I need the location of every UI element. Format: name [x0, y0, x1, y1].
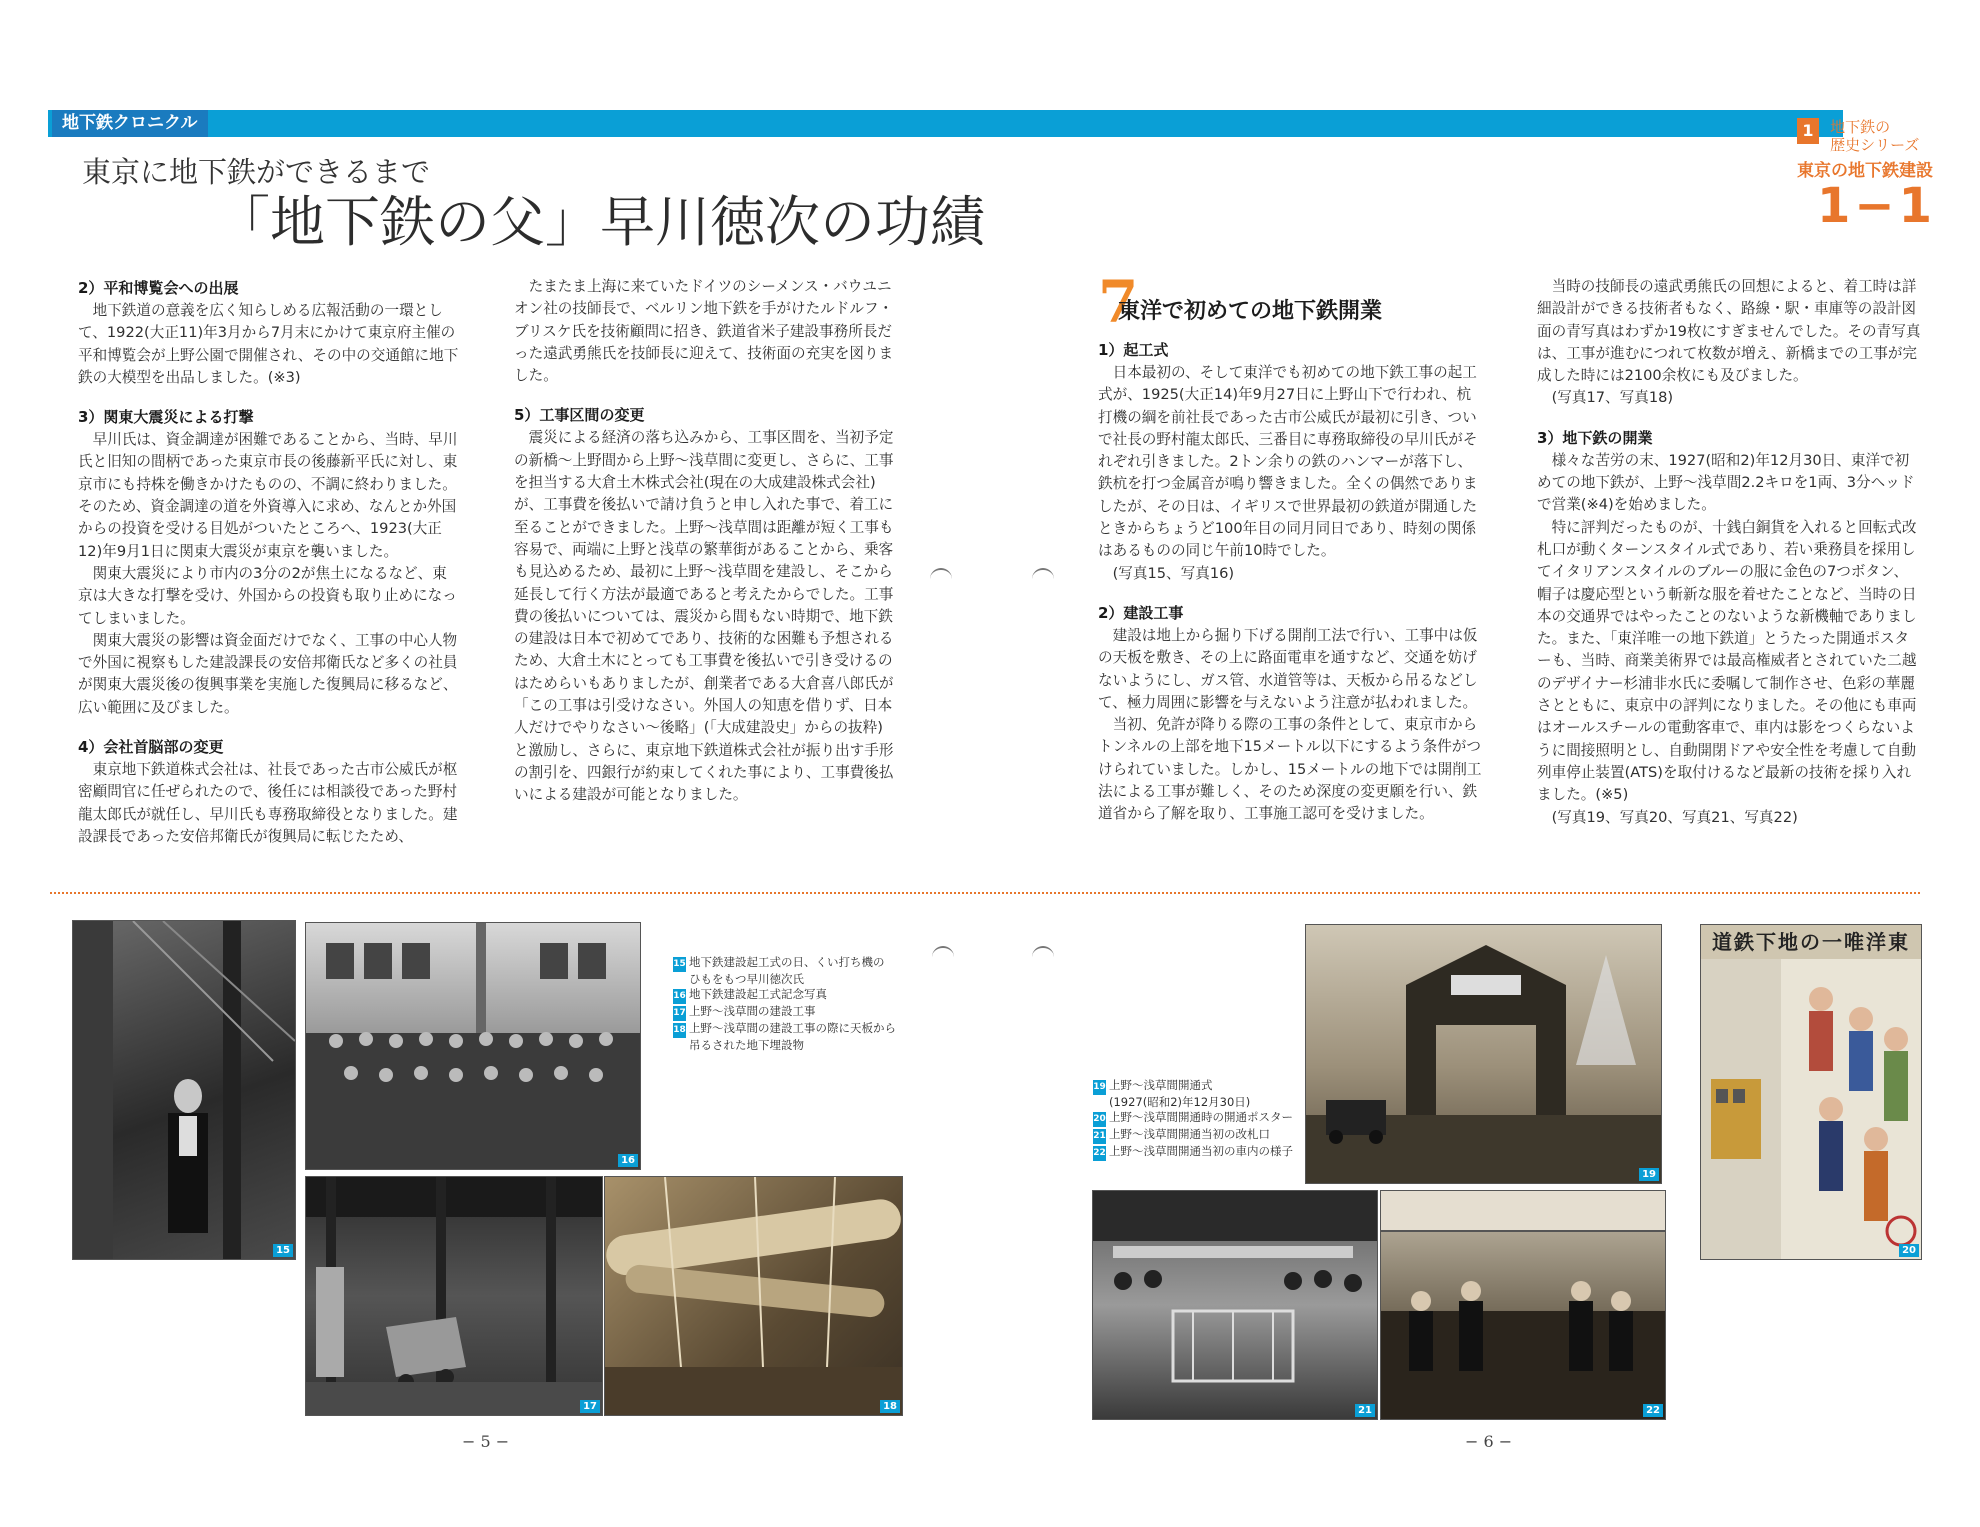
caption-line	[673, 1004, 896, 1021]
caption-line	[1093, 1110, 1293, 1127]
left-col1-section	[78, 735, 460, 848]
right-page-column-2	[1537, 276, 1921, 845]
right-page-column-1	[1098, 338, 1482, 842]
binder-hole	[930, 568, 952, 584]
paragraph: 関東大震災の影響は資金面だけでなく、工事の中心人物で外国に視察もした建設課長の安倍邦衛氏など多くの社員が関東大震災後の復興事業を実施した復興局に移るなど、広い範囲に及びました。	[78, 631, 458, 716]
caption-number: 18	[673, 1023, 686, 1038]
paragraph: 建設は地上から掘り下げる開削工法で行い、工事中は仮の天板を敷き、その上に路面電車を通すなど、交通を妨げないようにし、ガス管、水道管等は、天板から吊るなどして、極力周囲に影響を与えないよう注意が払われました。	[1098, 626, 1478, 711]
photo-16-scene	[306, 923, 640, 1169]
photo-19	[1305, 924, 1662, 1184]
caption-line	[1093, 1144, 1293, 1161]
right-col2-section	[1537, 276, 1921, 410]
photo-18	[604, 1176, 903, 1416]
photo-20	[1700, 924, 1922, 1260]
caption-number: 17	[673, 1006, 686, 1021]
photo-22-number: 22	[1643, 1404, 1663, 1417]
caption-number: 16	[673, 989, 686, 1004]
poster-text: 道鉄下地の一唯洋東	[1701, 925, 1921, 959]
series-badge	[1797, 118, 1919, 154]
series-subtitle: 東京の地下鉄建設	[1797, 161, 1933, 181]
photo-17	[305, 1176, 603, 1416]
paragraph: 地下鉄道の意義を広く知らしめる広報活動の一環として、1922(大正11)年3月から7月末にかけて東京府主催の平和博覧会が上野公園で開催され、その中の交通館に地下鉄の大模型を出品しました。(※3)	[78, 302, 459, 386]
caption-line	[673, 1021, 896, 1038]
section-heading: 5）工事区間の変更	[514, 406, 645, 425]
series-number: 1	[1797, 118, 1819, 144]
photo-15	[72, 920, 296, 1260]
chapter-number: 7	[1098, 268, 1139, 336]
caption-line	[1093, 1127, 1293, 1144]
photo-18-number: 18	[880, 1400, 900, 1413]
left-col1-section	[78, 276, 460, 389]
paragraph: (写真17、写真18)	[1551, 389, 1674, 407]
section-heading: 4）会社首脳部の変更	[78, 738, 224, 757]
left-photo-captions	[673, 955, 896, 1053]
right-col1-section	[1098, 338, 1482, 585]
caption-text: 上野〜浅草間の建設工事の際に天板から	[689, 1021, 896, 1035]
caption-number: 20	[1093, 1112, 1106, 1127]
right-col2-section	[1537, 426, 1921, 829]
photo-21	[1092, 1190, 1378, 1420]
caption-line	[673, 955, 896, 972]
paragraph: 日本最初の、そして東洋でも初めての地下鉄工事の起工式が、1925(大正14)年9月27日に上野山下で行われ、杭打機の綱を前社長であった古市公威氏が最初に引き、ついで社長の野村龍太郎氏、三番目に専務取締役の早川氏がそれぞれ引きました。2トン余りの鉄のハンマーが落下し、鉄杭を打つ金属音が鳴り響きました。全くの偶然でありましたが、その日は、イギリスで世界最初の鉄道が開通したときからちょうど100年目の同月同日であり、時刻の関係はあるものの同じ午前10時でした。	[1098, 364, 1478, 560]
photo-21-scene	[1093, 1191, 1377, 1419]
series-name-line1: 地下鉄の	[1830, 118, 1891, 136]
paragraph: 震災による経済の落ち込みから、工事区間を、当初予定の新橋〜上野間から上野〜浅草間に変更し、さらに、工事を担当する大倉土木株式会社(現在の大成建設株式会社)が、工事費を後払いで請け負うと申し入れた事で、着工に至ることができました。上野〜浅草間は距離が短く工事も容易で、両端に上野と浅草の繁華街があることから、乗客も見込めるため、最初に上野〜浅草間を建設し、そこから延長して行く方法が最適であると考えたからでした。工事費の後払いについては、震災から間もない時期で、地下鉄の建設は日本で初めてであり、技術的な困難も予想されるため、大倉土木にとっても工事費を後払いで引き受けるのはためらいもありましたが、創業者である大倉喜八郎氏が「この工事は引受けなさい。外国人の知恵を借りず、日本人だけでやりなさい〜後略」(「大成建設史」からの抜粋)と激励し、さらに、東京地下鉄道株式会社が振り出す手形の割引を、四銀行が約束してくれた事により、工事費後払いによる建設が可能となりました。	[514, 429, 894, 804]
header-band	[48, 110, 1843, 137]
paragraph: (写真19、写真20、写真21、写真22)	[1551, 808, 1798, 826]
right-col1-section	[1098, 601, 1482, 826]
binder-hole	[932, 946, 954, 962]
paragraph: 早川氏は、資金調達が困難であることから、当時、早川氏と旧知の間柄であった東京市長の後藤新平氏に対し、東京市にも持株を働きかけたものの、不調に終わりました。そのため、資金調達の道を外資導入に求め、なんとか外国からの投資を受ける目処がついたところへ、1923(大正12)年9月1日に関東大震災が東京を襲いました。	[78, 431, 458, 560]
caption-text: ひもをもつ早川徳次氏	[689, 972, 804, 986]
photo-16	[305, 922, 641, 1170]
caption-text: 上野〜浅草間開通当初の車内の様子	[1109, 1144, 1293, 1158]
series-name-line2: 歴史シリーズ	[1830, 136, 1920, 154]
paragraph: 当時の技師長の遠武勇熊氏の回想によると、着工時は詳細設計ができる技術者もなく、路線・駅・車庫等の設計図面の青写真はわずか19枚にすぎませんでした。その青写真は、工事が進むにつれて枚数が増え、新橋までの工事が完成した時には2100余枚にも及びました。	[1537, 278, 1921, 385]
caption-number: 15	[673, 957, 686, 972]
caption-text: 吊るされた地下埋設物	[689, 1038, 804, 1052]
photo-20-number: 20	[1899, 1244, 1919, 1257]
section-heading: 2）平和博覧会への出展	[78, 279, 239, 297]
caption-text: 上野〜浅草間開通時の開通ポスター	[1109, 1110, 1293, 1124]
photo-19-number: 19	[1639, 1168, 1659, 1181]
caption-text: 上野〜浅草間開通当初の改札口	[1109, 1127, 1270, 1141]
caption-number: 19	[1093, 1080, 1106, 1095]
photo-16-number: 16	[618, 1154, 638, 1167]
caption-number: 22	[1093, 1146, 1106, 1161]
chapter-title: 東洋で初めての地下鉄開業	[1118, 299, 1383, 324]
photo-15-number: 15	[273, 1244, 293, 1257]
poster-illustration	[1701, 959, 1921, 1259]
binder-hole	[1032, 946, 1054, 962]
paragraph: 東京地下鉄道株式会社は、社長であった古市公威氏が枢密顧問官に任ぜられたので、後任には相談役であった野村龍太郎氏が就任し、早川氏も専務取締役となりました。建設課長であった安倍邦衛氏が復興局に転じたため、	[78, 761, 458, 845]
left-col1-section	[78, 405, 460, 719]
left-col2-section	[514, 403, 896, 806]
chronicle-label: 地下鉄クロニクル	[52, 110, 208, 137]
caption-text: 上野〜浅草間開通式	[1109, 1078, 1213, 1092]
caption-text: 上野〜浅草間の建設工事	[689, 1004, 816, 1018]
section-heading: 1）起工式	[1098, 341, 1169, 359]
caption-line	[673, 1038, 896, 1053]
caption-line	[673, 987, 896, 1004]
photo-21-number: 21	[1355, 1404, 1375, 1417]
caption-text: 地下鉄建設起工式記念写真	[689, 987, 827, 1001]
page-title: 「地下鉄の父」早川徳次の功績	[215, 190, 986, 254]
caption-text: 地下鉄建設起工式の日、くい打ち機の	[689, 955, 885, 969]
paragraph: 関東大震災により市内の3分の2が焦土になるなど、東京は大きな打撃を受け、外国からの投資も取り止めになってしまいました。	[78, 564, 457, 627]
photo-17-number: 17	[580, 1400, 600, 1413]
section-heading: 3）地下鉄の開業	[1537, 428, 1653, 447]
left-col2-section	[514, 276, 896, 387]
caption-line	[1093, 1095, 1293, 1110]
binder-hole	[1032, 568, 1054, 584]
photo-17-scene	[306, 1177, 602, 1415]
paragraph: 特に評判だったものが、十銭白銅貨を入れると回転式改札口が動くターンスタイル式であり、若い乗務員を採用してイタリアンスタイルのブルーの服に金色の7つボタン、帽子は慶応型という斬新な服を着せたことなど、当時の日本の交通界ではやったことのないような新機軸でありました。また、「東洋唯一の地下鉄道」とうたった開通ポスターも、当時、商業美術界では最高権威者とされていた二越のデザイナー杉浦非水氏に委嘱して制作させ、色彩の華麗さとともに、東京中の評判になりました。その他にも車両はオールスチールの電動客車で、車内は影をつくらないように間接照明とし、自動開閉ドアや安全性を考慮して自動列車停止装置(ATS)を取付けるなど最新の技術を採り入れました。(※5)	[1537, 518, 1917, 804]
left-page-column-1	[78, 276, 460, 864]
section-divider	[50, 892, 1920, 894]
section-heading: 3）関東大震災による打撃	[78, 408, 254, 427]
photo-15-scene	[73, 921, 295, 1259]
paragraph: 様々な苦労の末、1927(昭和2)年12月30日、東洋で初めての地下鉄が、上野〜浅草間2.2キロを1両、3分ヘッドで営業(※4)を始めました。	[1537, 451, 1915, 514]
caption-text: (1927(昭和2)年12月30日)	[1109, 1095, 1251, 1109]
photo-19-scene	[1306, 925, 1661, 1183]
caption-number: 21	[1093, 1129, 1106, 1144]
caption-line	[1093, 1078, 1293, 1095]
paragraph: たまたま上海に来ていたドイツのシーメンス・バウユニオン社の技師長で、ベルリン地下鉄を手がけたルドルフ・ブリスケ氏を技術顧問に招き、鉄道省米子建設事務所長だった遠武勇熊氏を技師長に迎えて、技術面の充実を図りました。	[514, 278, 894, 385]
page-number-right: − 6 −	[1465, 1432, 1513, 1451]
series-code: 1−1	[1817, 178, 1937, 234]
paragraph: 当初、免許が降りる際の工事の条件として、東京市からトンネルの上部を地下15メートル以下にするよう条件がつけられていました。しかし、15メートルの地下では開削工法による工事が難しく、そのため深度の変更願を行い、鉄道省から了解を取り、工事施工認可を受けました。	[1098, 716, 1482, 823]
caption-line	[673, 972, 896, 987]
page-subtitle: 東京に地下鉄ができるまで	[82, 155, 431, 189]
paragraph: (写真15、写真16)	[1112, 564, 1235, 582]
section-heading: 2）建設工事	[1098, 603, 1184, 622]
photo-22	[1380, 1190, 1666, 1420]
series-name	[1830, 118, 1919, 154]
right-photo-captions	[1093, 1078, 1293, 1161]
photo-18-scene	[605, 1177, 902, 1415]
photo-22-scene	[1381, 1191, 1665, 1419]
left-page-column-2	[514, 276, 896, 823]
page-number-left: − 5 −	[462, 1432, 510, 1451]
